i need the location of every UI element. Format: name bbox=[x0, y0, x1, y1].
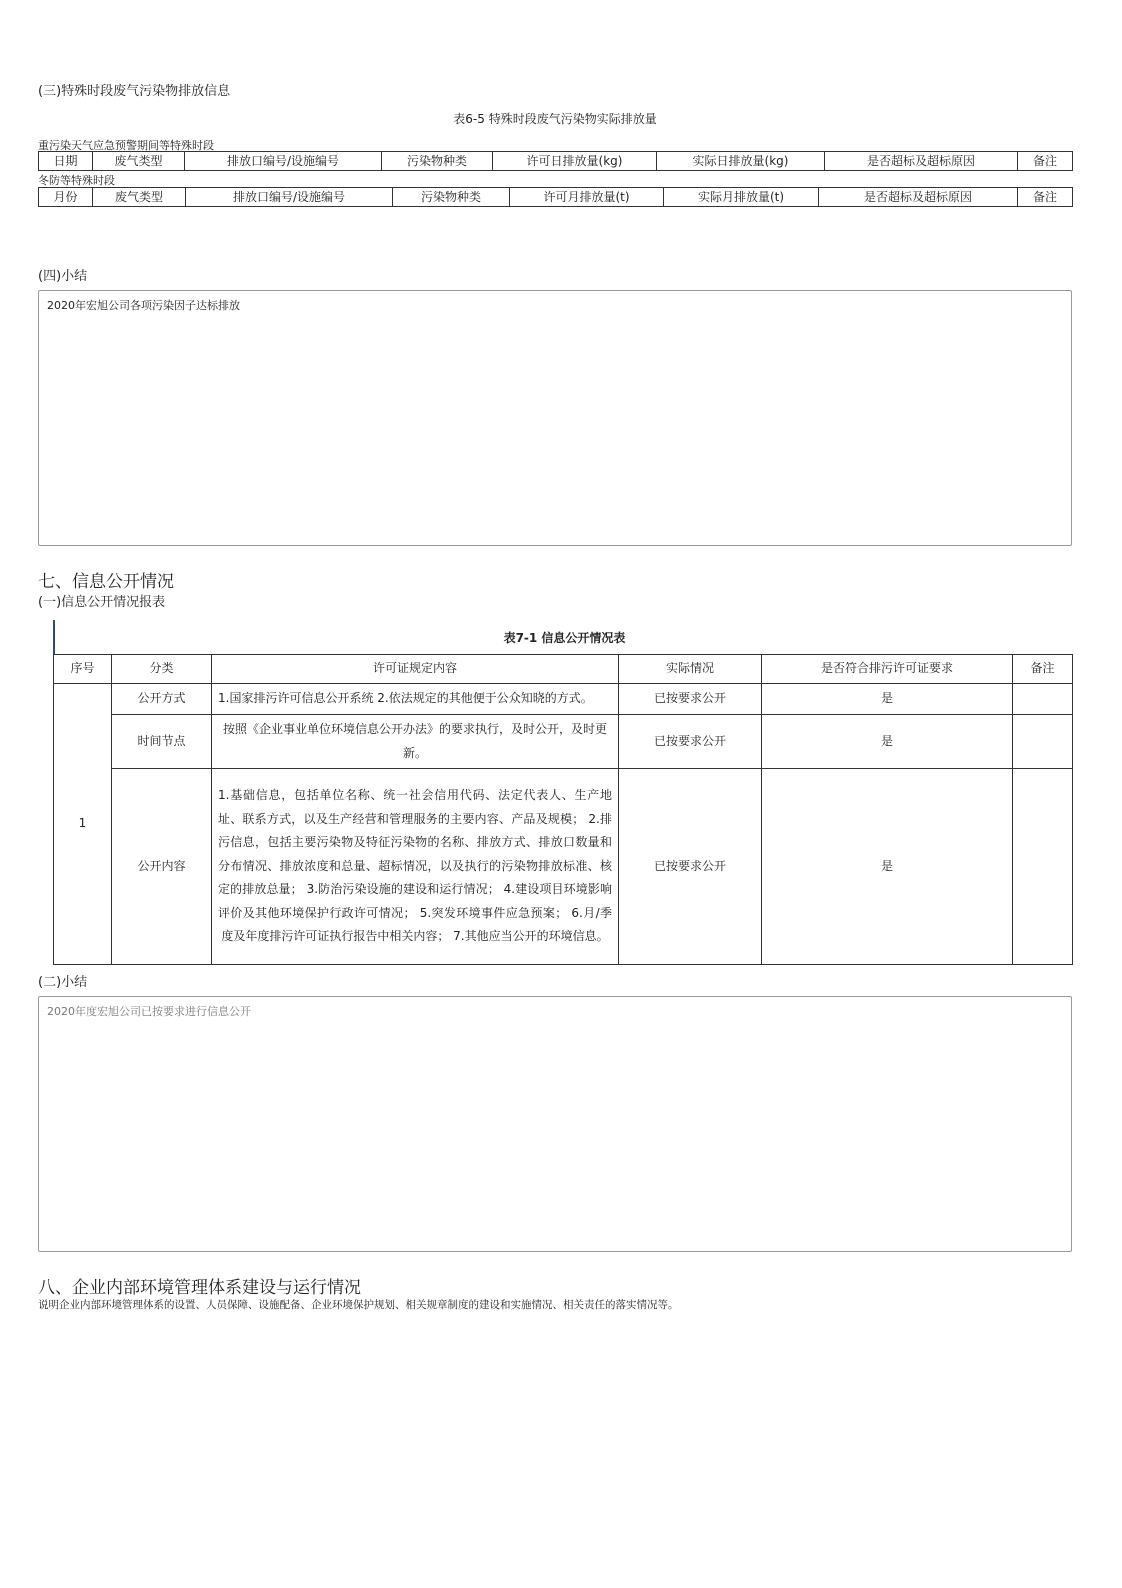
group2-header-note: 备注 bbox=[1018, 188, 1073, 207]
table-7-1-caption: 表7-1 信息公开情况表 bbox=[503, 631, 626, 645]
t71-header-compliant: 是否符合排污许可证要求 bbox=[762, 655, 1013, 684]
table-row bbox=[54, 684, 1073, 715]
group2-header-month: 月份 bbox=[39, 188, 93, 207]
section4-summary-text: 2020年宏旭公司各项污染因子达标排放 bbox=[47, 299, 240, 312]
t71-row1-category: 公开方式 bbox=[112, 684, 212, 715]
chapter7-summary-box[interactable] bbox=[38, 996, 1072, 1252]
t71-row1-content: 1.国家排污许可信息公开系统 2.依法规定的其他便于公众知晓的方式。 bbox=[212, 684, 619, 715]
table-6-5-caption: 表6-5 特殊时段废气污染物实际排放量 bbox=[453, 112, 657, 126]
table-7-1 bbox=[53, 654, 1073, 965]
group2-header-actual-monthly: 实际月排放量(t) bbox=[664, 188, 819, 207]
group2-header-pollutant: 污染物种类 bbox=[393, 188, 510, 207]
t71-header-index: 序号 bbox=[54, 655, 112, 684]
t71-row3-note bbox=[1013, 769, 1073, 965]
group2-header-outlet: 排放口编号/设施编号 bbox=[186, 188, 393, 207]
t71-row2-category: 时间节点 bbox=[112, 715, 212, 769]
section3-heading: (三)特殊时段废气污染物排放信息 bbox=[38, 84, 231, 99]
group2-label: 冬防等特殊时段 bbox=[38, 174, 115, 187]
group1-header-actual-daily: 实际日排放量(kg) bbox=[657, 152, 825, 171]
table-6-5-group1 bbox=[38, 151, 1073, 171]
t71-header-actual: 实际情况 bbox=[619, 655, 762, 684]
group1-header-note: 备注 bbox=[1018, 152, 1073, 171]
t71-row2-actual: 已按要求公开 bbox=[619, 715, 762, 769]
chapter7-sub1: (一)信息公开情况报表 bbox=[38, 595, 166, 610]
t71-header-content: 许可证规定内容 bbox=[212, 655, 619, 684]
table-6-5-group2 bbox=[38, 187, 1073, 207]
t71-row2-note bbox=[1013, 715, 1073, 769]
t71-index: 1 bbox=[54, 684, 112, 965]
t71-header-note: 备注 bbox=[1013, 655, 1073, 684]
table-row bbox=[54, 769, 1073, 965]
group1-header-gas-type: 废气类型 bbox=[93, 152, 185, 171]
group2-header-gas-type: 废气类型 bbox=[93, 188, 186, 207]
group1-header-outlet: 排放口编号/设施编号 bbox=[185, 152, 382, 171]
table-7-1-caption-wrap bbox=[53, 620, 1074, 654]
group1-label: 重污染天气应急预警期间等特殊时段 bbox=[38, 139, 214, 152]
t71-row1-note bbox=[1013, 684, 1073, 715]
table-row bbox=[54, 715, 1073, 769]
chapter7-title: 七、信息公开情况 bbox=[38, 572, 174, 592]
group1-header-date: 日期 bbox=[39, 152, 93, 171]
t71-row3-content: 1.基础信息，包括单位名称、统一社会信用代码、法定代表人、生产地址、联系方式，以及生产经营和管理服务的主要内容、产品及规模； 2.排污信息，包括主要污染物及特征污染物的名称、排放方式、排放口数量和分布情况、排放浓度和总量、超标情况，以及执行的污染物排放标准、核定的排放总量； 3.防治污染设施的建设和运行情况； 4.建设项目环境影响评价及其他环境保护行政许可情况； 5.突发环境事件应急预案； 6.月/季度及年度排污许可证执行报告中相关内容； 7.其他应当公开的环境信息。 bbox=[212, 769, 619, 965]
t71-header-category: 分类 bbox=[112, 655, 212, 684]
group1-header-exceed: 是否超标及超标原因 bbox=[825, 152, 1018, 171]
chapter8-description: 说明企业内部环境管理体系的设置、人员保障、设施配备、企业环境保护规划、相关规章制度的建设和实施情况、相关责任的落实情况等。 bbox=[38, 1299, 679, 1311]
t71-row2-compliant: 是 bbox=[762, 715, 1013, 769]
t71-row1-actual: 已按要求公开 bbox=[619, 684, 762, 715]
group2-header-permit-monthly: 许可月排放量(t) bbox=[510, 188, 664, 207]
t71-row3-category: 公开内容 bbox=[112, 769, 212, 965]
chapter7-sub2: (二)小结 bbox=[38, 975, 88, 990]
t71-row2-content: 按照《企业事业单位环境信息公开办法》的要求执行，及时公开，及时更新。 bbox=[212, 715, 619, 769]
group1-header-permit-daily: 许可日排放量(kg) bbox=[493, 152, 657, 171]
group1-header-pollutant: 污染物种类 bbox=[382, 152, 493, 171]
group2-header-exceed: 是否超标及超标原因 bbox=[819, 188, 1018, 207]
t71-row1-compliant: 是 bbox=[762, 684, 1013, 715]
chapter7-summary-text: 2020年度宏旭公司已按要求进行信息公开 bbox=[47, 1005, 251, 1018]
section4-summary-box[interactable] bbox=[38, 290, 1072, 546]
section4-heading: (四)小结 bbox=[38, 269, 88, 284]
chapter8-title: 八、企业内部环境管理体系建设与运行情况 bbox=[38, 1278, 361, 1298]
t71-row3-compliant: 是 bbox=[762, 769, 1013, 965]
t71-row3-actual: 已按要求公开 bbox=[619, 769, 762, 965]
